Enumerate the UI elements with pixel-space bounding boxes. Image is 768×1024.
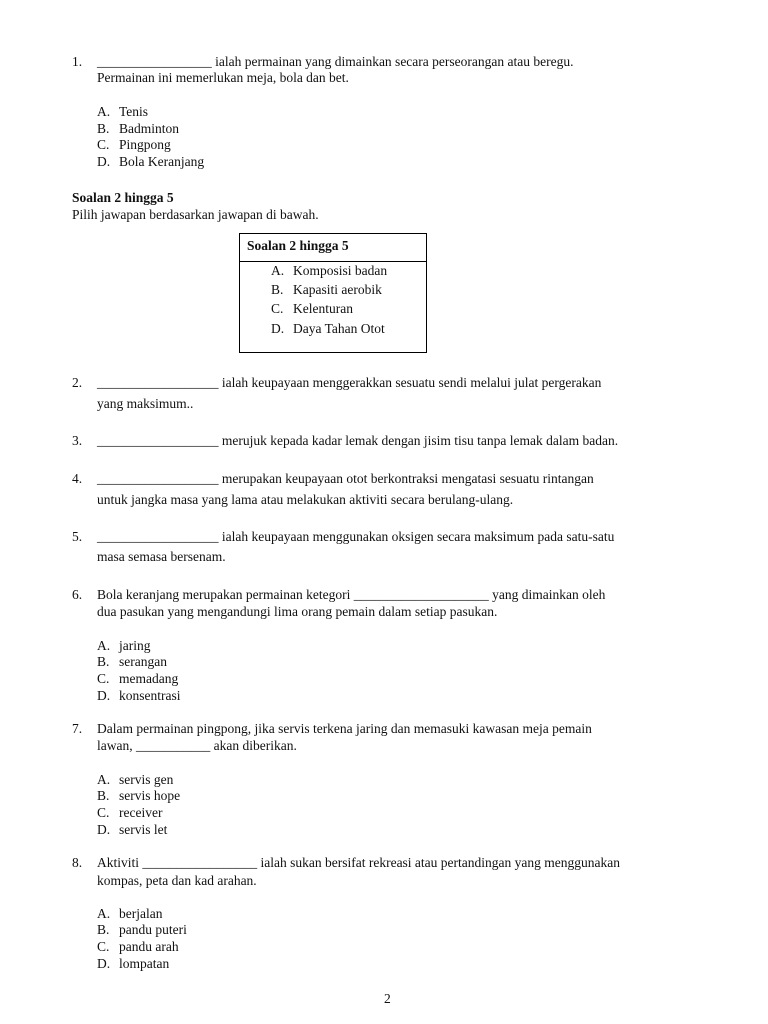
option-text: Komposisi badan [293,263,388,278]
question-number: 3. [72,433,83,448]
option-letter: A. [97,772,111,787]
option-item [97,771,173,788]
option-item [97,921,187,938]
option-item [97,787,180,804]
option-letter: A. [97,638,111,653]
question-text-line: _________________ ialah permainan yang dimainkan secara perseorangan atau beregu. [97,54,574,69]
option-item [97,955,169,972]
option-text: pandu arah [119,939,179,954]
question-text-line: yang maksimum.. [97,396,194,411]
option-text: Daya Tahan Otot [293,321,385,336]
option-letter: A. [97,104,111,119]
option-item [97,938,179,955]
question-text-line: untuk jangka masa yang lama atau melakukan aktiviti secara berulang-ulang. [97,492,514,507]
question-number: 4. [72,471,83,486]
question-text-line: __________________ ialah keupayaan menggerakkan sesuatu sendi melalui julat pergerakan [97,375,602,390]
question-text-line: masa semasa bersenam. [97,549,226,564]
question-text-line: Aktiviti _________________ ialah sukan bersifat rekreasi atau pertandingan yang menggunakan [97,855,620,870]
option-letter: B. [271,282,284,297]
option-letter: D. [97,956,111,971]
option-letter: C. [97,671,110,686]
option-text: Tenis [119,104,149,119]
option-letter: D. [97,688,111,703]
option-item [97,821,167,838]
option-letter: A. [271,263,285,278]
option-text: lompatan [119,956,170,971]
option-text: jaring [119,638,151,653]
option-text: Badminton [119,121,179,136]
option-text: pandu puteri [119,922,187,937]
option-letter: C. [97,939,110,954]
option-text: memadang [119,671,179,686]
option-letter: D. [271,321,285,336]
option-text: berjalan [119,906,163,921]
question-text-line: __________________ merujuk kepada kadar lemak dengan jisim tisu tanpa lemak dalam badan. [97,433,619,448]
option-text: receiver [119,805,163,820]
answer-box-option [271,262,387,279]
option-item [97,103,148,120]
option-letter: C. [271,301,284,316]
question-text-line: Dalam permainan pingpong, jika servis terkena jaring dan memasuki kawasan meja pemain [97,721,592,736]
option-letter: C. [97,805,110,820]
option-text: servis hope [119,788,181,803]
option-item [97,687,181,704]
question-number: 2. [72,375,83,390]
option-letter: D. [97,154,111,169]
option-text: servis gen [119,772,174,787]
option-item [97,804,162,821]
option-item [97,637,151,654]
option-text: servis let [119,822,168,837]
question-text-line: Permainan ini memerlukan meja, bola dan bet. [97,70,349,85]
answer-box-option [271,320,385,337]
question-text-line: __________________ ialah keupayaan menggunakan oksigen secara maksimum pada satu-satu [97,529,615,544]
option-item [97,653,167,670]
question-number: 8. [72,855,83,870]
option-item [97,905,162,922]
option-letter: C. [97,137,110,152]
question-text-line: Bola keranjang merupakan permainan ketegori ____________________ yang dimainkan oleh [97,587,606,602]
answer-box-header [240,234,426,262]
option-text: konsentrasi [119,688,181,703]
question-number: 7. [72,721,83,736]
option-letter: B. [97,121,110,136]
question-text-line: __________________ merupakan keupayaan otot berkontraksi mengatasi sesuatu rintangan [97,471,594,486]
option-text: Bola Keranjang [119,154,205,169]
option-text: Pingpong [119,137,171,152]
page-number: 2 [384,991,391,1006]
option-letter: D. [97,822,111,837]
section-instruction: Pilih jawapan berdasarkan jawapan di bawah. [72,207,319,222]
question-text-line: dua pasukan yang mengandungi lima orang pemain dalam setiap pasukan. [97,604,498,619]
question-text-line: kompas, peta dan kad arahan. [97,873,257,888]
answer-box [239,233,427,353]
answer-box-option [271,300,353,317]
answer-box-option [271,281,382,298]
question-number: 6. [72,587,83,602]
question-text-line: lawan, ___________ akan diberikan. [97,738,297,753]
option-item [97,153,204,170]
section-heading: Soalan 2 hingga 5 [72,190,174,205]
option-item [97,670,178,687]
answer-box-title: Soalan 2 hingga 5 [247,238,349,253]
option-item [97,120,179,137]
option-letter: B. [97,788,110,803]
question-number: 5. [72,529,83,544]
option-text: serangan [119,654,167,669]
question-number: 1. [72,54,83,69]
option-text: Kelenturan [293,301,353,316]
option-item [97,136,171,153]
option-text: Kapasiti aerobik [293,282,382,297]
option-letter: A. [97,906,111,921]
option-letter: B. [97,654,110,669]
option-letter: B. [97,922,110,937]
